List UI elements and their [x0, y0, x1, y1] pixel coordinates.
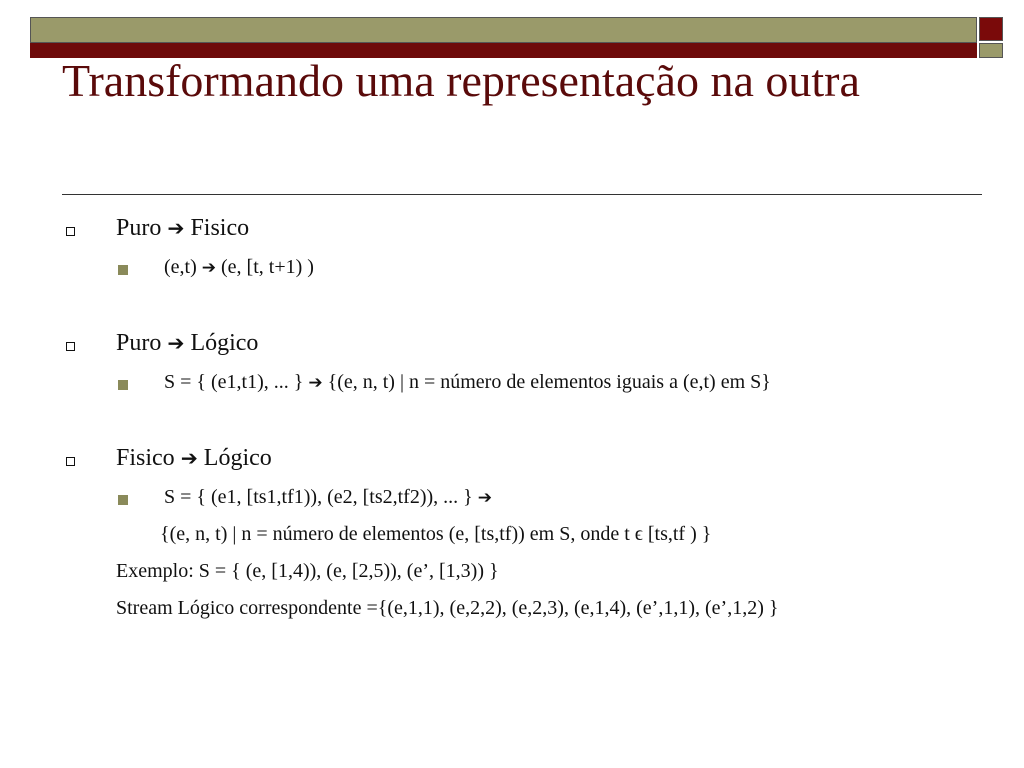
arrow-right-icon: ➔ — [201, 258, 217, 278]
sub-left: S = { (e1,t1), ... } — [164, 371, 304, 393]
arrow-right-icon: ➔ — [180, 446, 198, 470]
heading-left: Puro — [116, 215, 162, 241]
heading-right: Lógico — [190, 330, 259, 356]
heading-left: Fisico — [116, 445, 175, 471]
header-band-olive — [30, 17, 977, 43]
section-subitem — [164, 486, 492, 509]
arrow-right-icon: ➔ — [167, 331, 185, 355]
sub-left: S = { (e1, [ts1,tf1)), (e2, [ts2,tf2)), ... } — [164, 486, 473, 508]
filled-square-bullet-icon — [118, 380, 128, 390]
hollow-square-bullet-icon — [66, 342, 75, 351]
filled-square-bullet-icon — [118, 495, 128, 505]
section-heading — [116, 330, 258, 357]
arrow-right-icon: ➔ — [308, 373, 323, 393]
sub-right: (e, [t, t+1) ) — [221, 256, 314, 278]
section-heading — [116, 215, 249, 242]
hollow-square-bullet-icon — [66, 457, 75, 466]
section-heading — [116, 445, 272, 472]
header-square-olive — [979, 43, 1003, 58]
section-subitem — [164, 256, 314, 279]
heading-right: Fisico — [190, 215, 250, 241]
title-divider — [62, 194, 982, 195]
sub-right: {(e, n, t) | n = número de elementos iguais a (e,t) em S} — [327, 371, 771, 393]
arrow-right-icon: ➔ — [167, 216, 185, 240]
arrow-right-icon: ➔ — [477, 488, 492, 508]
filled-square-bullet-icon — [118, 265, 128, 275]
example-line: Exemplo: S = { (e, [1,4)), (e, [2,5)), (e’, [1,3)) } — [116, 560, 499, 582]
stream-line: Stream Lógico correspondente ={(e,1,1), (e,2,2), (e,2,3), (e,1,4), (e’,1,1), (e’,1,2) } — [116, 597, 779, 619]
slide-title: Transformando uma representação na outra — [62, 55, 860, 106]
section-subitem — [164, 371, 771, 394]
heading-right: Lógico — [203, 445, 272, 471]
sub-left: (e,t) — [164, 256, 197, 278]
subitem-continuation: {(e, n, t) | n = número de elementos (e, [ts,tf)) em S, onde t ϵ [ts,tf ) } — [160, 523, 712, 545]
header-square-maroon — [979, 17, 1003, 41]
heading-left: Puro — [116, 330, 162, 356]
hollow-square-bullet-icon — [66, 227, 75, 236]
